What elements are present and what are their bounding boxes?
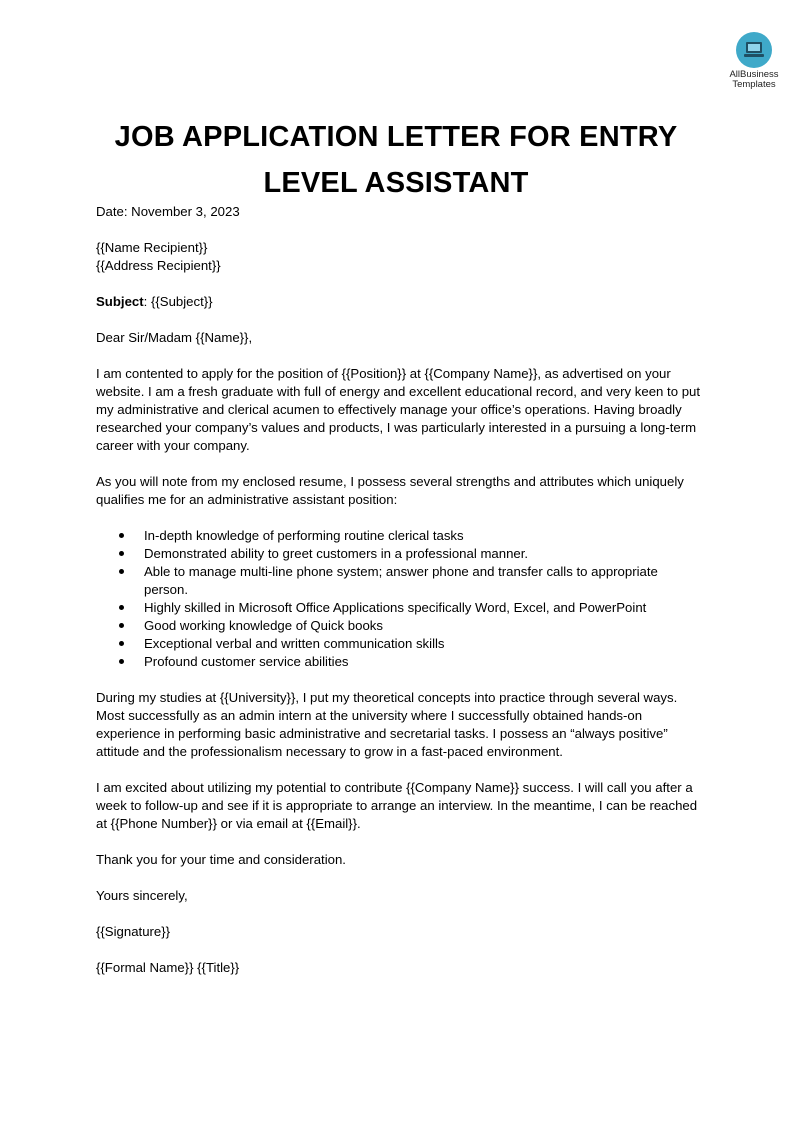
recipient-name: {{Name Recipient}}: [96, 240, 208, 255]
strengths-list: [96, 527, 701, 671]
list-item: In-depth knowledge of performing routine clerical tasks: [144, 527, 701, 545]
list-item: Profound customer service abilities: [144, 653, 701, 671]
list-item: Demonstrated ability to greet customers in a professional manner.: [144, 545, 701, 563]
signature: {{Signature}}: [96, 924, 171, 939]
allbusiness-templates-logo: [722, 32, 786, 90]
recipient-address: {{Address Recipient}}: [96, 258, 221, 273]
title-line-2: LEVEL ASSISTANT: [263, 167, 529, 199]
logo-text: [722, 70, 786, 90]
subject-label: Subject: [96, 294, 144, 309]
letter-body: [96, 203, 701, 995]
paragraph-strengths: As you will note from my enclosed resume, I possess several strengths and attributes which uniquely qualifies me for an administrative assistant position:: [96, 474, 684, 507]
list-item: Highly skilled in Microsoft Office Applications specifically Word, Excel, and PowerPoint: [144, 599, 701, 617]
paragraph-contact: I am excited about utilizing my potential to contribute {{Company Name}} success. I will call you after a week to follow-up and see if it is appropriate to arrange an interview. In the meantime, I can be reached at {{Phone Number}} or via email at {{Email}}.: [96, 780, 698, 831]
title-line-1: JOB APPLICATION LETTER FOR ENTRY: [114, 121, 678, 153]
page-title: [96, 114, 696, 206]
list-item: Able to manage multi-line phone system; answer phone and transfer calls to appropriate person.: [144, 563, 701, 599]
paragraph-intro: I am contented to apply for the position of {{Position}} at {{Company Name}}, as advertised on your website. I am a fresh graduate with full of energy and excellent educational record, and very keen to put my administrative and clerical acumen to effectively manage your office’s operations. Having broadly researched your company’s values and products, I was particularly interested in a pursuing a long-term career with your company.: [96, 366, 701, 453]
logo-line-1: AllBusiness: [729, 69, 779, 80]
paragraph-studies: During my studies at {{University}}, I put my theoretical concepts into practice through several ways. Most successfully as an admin intern at the university where I successfully obtained hands-on experience in performing basic administrative and secretarial tasks. I possess an “always positive” attitude and the professionalism necessary to grow in a fast-paced environment.: [96, 690, 678, 759]
list-item: Good working knowledge of Quick books: [144, 617, 701, 635]
list-item: Exceptional verbal and written communication skills: [144, 635, 701, 653]
logo-line-2: Templates: [732, 79, 776, 90]
thanks-line: Thank you for your time and consideration.: [96, 852, 346, 867]
letter-date: Date: November 3, 2023: [96, 204, 240, 219]
laptop-icon: [736, 32, 772, 68]
formal-name: {{Formal Name}} {{Title}}: [96, 960, 240, 975]
subject-line: [96, 293, 701, 311]
closing: Yours sincerely,: [96, 888, 188, 903]
subject-value: : {{Subject}}: [143, 294, 213, 309]
salutation: Dear Sir/Madam {{Name}},: [96, 330, 253, 345]
